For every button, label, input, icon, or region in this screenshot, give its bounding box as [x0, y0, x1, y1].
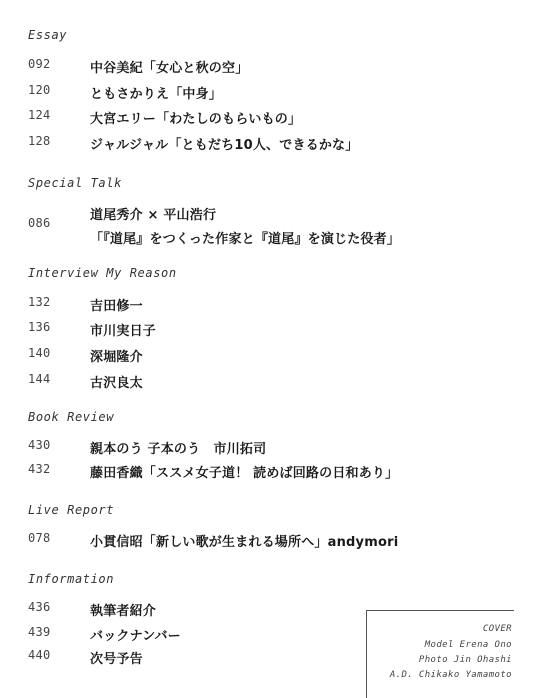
cover-photo-credit: Photo Jin Ohashi: [418, 655, 512, 665]
page-number: 144: [28, 372, 51, 386]
entry-title: ジャルジャル「ともだち10人、できるかな」: [90, 138, 359, 153]
page-number: 136: [28, 320, 51, 334]
entry-title: 大宮エリー「わたしのもらいもの」: [90, 112, 302, 127]
entry-title: 次号予告: [90, 652, 143, 667]
page-number: 432: [28, 462, 51, 476]
entry-title: 親本のう 子本のう 市川拓司: [90, 442, 267, 457]
entry-title: 古沢良太: [90, 376, 143, 391]
section-heading-interview: Interview My Reason: [28, 266, 177, 280]
section-heading-essay: Essay: [28, 28, 68, 42]
section-heading-book-review: Book Review: [28, 410, 115, 424]
section-heading-live-report: Live Report: [28, 503, 115, 517]
cover-heading: COVER: [482, 624, 512, 634]
page-number: 124: [28, 108, 51, 122]
page-number: 128: [28, 134, 51, 148]
section-heading-information: Information: [28, 572, 115, 586]
page-number: 092: [28, 57, 51, 71]
cover-credits-box: [366, 610, 514, 698]
entry-title: 市川実日子: [90, 324, 157, 339]
entry-title: 藤田香織「ススメ女子道！ 読めば回路の日和あり」: [90, 466, 399, 481]
page-number: 436: [28, 600, 51, 614]
page-number: 078: [28, 531, 51, 545]
entry-title: 深堀隆介: [90, 350, 143, 365]
page-number: 120: [28, 83, 51, 97]
entry-title: バックナンバー: [90, 629, 181, 644]
entry-title: 中谷美紀「女心と秋の空」: [90, 61, 249, 76]
page-number: 140: [28, 346, 51, 360]
cover-model-credit: Model Erena Ono: [424, 640, 512, 650]
page-number: 086: [28, 216, 51, 230]
entry-title: ともさかりえ「中身」: [90, 87, 223, 102]
entry-title: 吉田修一: [90, 299, 143, 314]
cover-ad-credit: A.D. Chikako Yamamoto: [389, 670, 512, 680]
section-heading-special-talk: Special Talk: [28, 176, 122, 190]
toc-row[interactable]: [28, 204, 528, 248]
page-number: 132: [28, 295, 51, 309]
entry-title: 執筆者紹介: [90, 604, 157, 619]
page-number: 440: [28, 648, 51, 662]
entry-subtitle: 「『道尾』をつくった作家と『道尾』を演じた役者」: [90, 232, 401, 247]
page-number: 439: [28, 625, 51, 639]
entry-title: 小貫信昭「新しい歌が生まれる場所へ」andymori: [90, 535, 399, 550]
page-number: 430: [28, 438, 51, 452]
entry-title: 道尾秀介 × 平山浩行: [90, 208, 217, 223]
